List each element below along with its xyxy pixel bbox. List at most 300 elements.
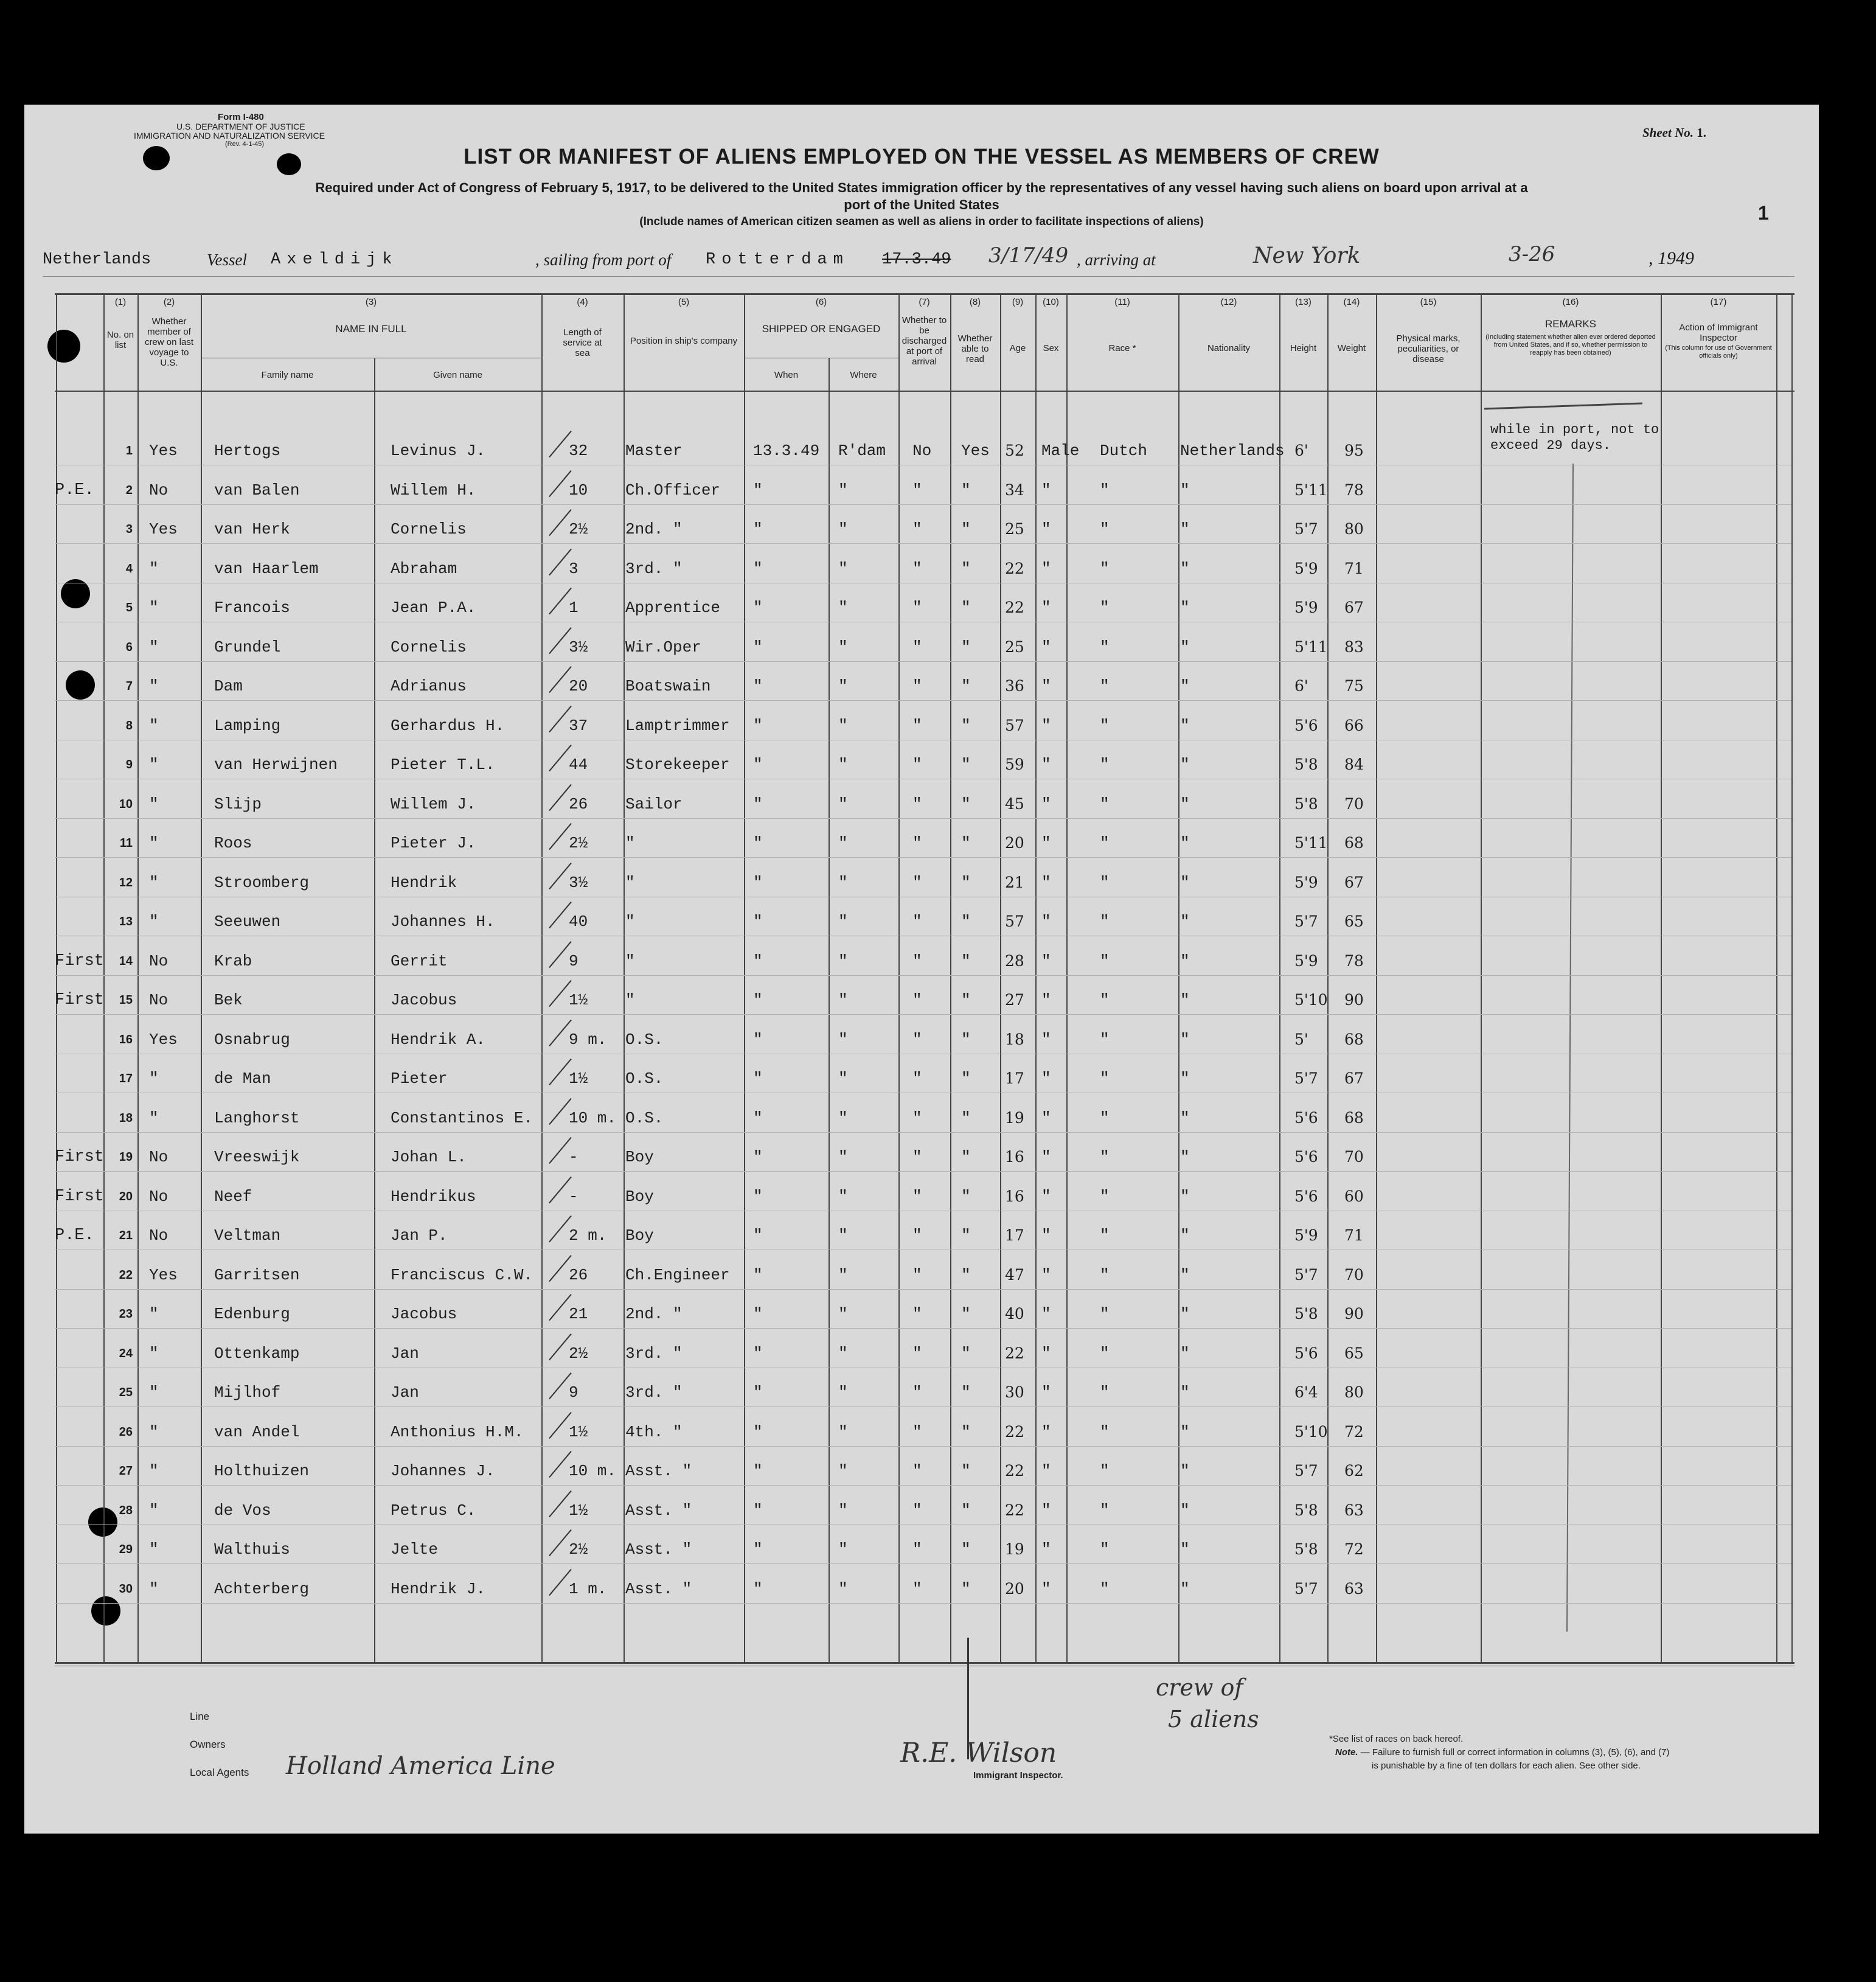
discharged-cell: " — [912, 1226, 922, 1245]
crew-member-cell: " — [149, 1423, 159, 1441]
given-name-cell: Franciscus C.W. — [391, 1266, 533, 1284]
height-cell: 5'8 — [1294, 1501, 1318, 1519]
row-rule — [55, 1485, 1791, 1486]
header-shipped-engaged: SHIPPED OR ENGAGED — [762, 323, 881, 335]
race-cell: " — [1100, 1226, 1110, 1245]
weight-cell: 95 — [1344, 442, 1364, 459]
position-cell: " — [625, 874, 635, 892]
given-name-cell: Gerrit — [391, 952, 448, 970]
able-read-cell: " — [961, 1305, 971, 1323]
weight-cell: 65 — [1344, 913, 1364, 930]
row-number: 15 — [119, 993, 133, 1007]
service-length-cell: 2 m. — [569, 1226, 607, 1245]
weight-cell: 78 — [1344, 481, 1364, 499]
line-label: Line — [190, 1711, 210, 1722]
weight-cell: 80 — [1344, 1383, 1364, 1401]
weight-cell: 72 — [1344, 1540, 1364, 1558]
col-number: (1) — [114, 297, 127, 307]
header-given-name: Given name — [433, 370, 482, 380]
shipped-when-cell: " — [753, 1109, 763, 1127]
weight-cell: 63 — [1344, 1580, 1364, 1598]
race-cell: " — [1100, 1580, 1110, 1598]
race-cell: " — [1100, 1187, 1110, 1206]
crew-member-cell: Yes — [149, 520, 178, 538]
col-rule — [374, 358, 375, 1663]
age-cell: 20 — [1005, 834, 1024, 852]
family-name-cell: van Herk — [214, 520, 290, 538]
crew-member-cell: " — [149, 1580, 159, 1598]
given-name-cell: Hendrik — [391, 874, 457, 892]
remark-line-2: exceed 29 days. — [1490, 438, 1611, 453]
height-cell: 5'7 — [1294, 913, 1318, 930]
position-cell: Storekeeper — [625, 756, 730, 774]
sex-cell: " — [1041, 952, 1051, 970]
discharged-cell: " — [912, 756, 922, 774]
discharged-cell: " — [912, 1580, 922, 1598]
position-cell: 2nd. " — [625, 520, 683, 538]
family-name-cell: Hertogs — [214, 442, 281, 460]
family-name-cell: Seeuwen — [214, 913, 281, 931]
shipped-where-cell: " — [838, 1305, 848, 1323]
height-cell: 5' — [1294, 1031, 1308, 1048]
able-read-cell: " — [961, 952, 971, 970]
family-name-cell: van Andel — [214, 1423, 300, 1441]
crew-member-cell: No — [149, 952, 168, 970]
nationality-cell: " — [1180, 795, 1190, 813]
arriving-label: , arriving at — [1077, 251, 1156, 269]
row-number: 19 — [119, 1150, 133, 1164]
shipped-when-cell: " — [753, 1226, 763, 1245]
position-cell: O.S. — [625, 1069, 664, 1088]
discharged-cell: " — [912, 1540, 922, 1559]
discharged-cell: " — [912, 1031, 922, 1049]
race-cell: " — [1100, 599, 1110, 617]
row-rule — [55, 1446, 1791, 1447]
weight-cell: 62 — [1344, 1462, 1364, 1480]
col-rule — [1661, 293, 1662, 1663]
race-cell: " — [1100, 1148, 1110, 1166]
row-number: 5 — [125, 601, 133, 614]
height-cell: 5'9 — [1294, 874, 1318, 891]
able-read-cell: " — [961, 1344, 971, 1363]
height-cell: 5'6 — [1294, 1187, 1318, 1205]
arrival-port: New York — [1253, 243, 1361, 268]
given-name-cell: Pieter T.L. — [391, 756, 495, 774]
position-cell: " — [625, 913, 635, 931]
sail-date: 3/17/49 — [988, 243, 1069, 268]
height-cell: 5'7 — [1294, 1266, 1318, 1284]
header-race: Race * — [1108, 343, 1136, 353]
nationality-cell: " — [1180, 717, 1190, 735]
form-id: Form I-480 — [218, 112, 264, 122]
left-margin-note: P.E. — [55, 481, 94, 499]
weight-cell: 65 — [1344, 1344, 1364, 1362]
department-line: U.S. DEPARTMENT OF JUSTICE — [176, 122, 305, 131]
row-rule — [55, 543, 1791, 544]
nationality-cell: " — [1180, 677, 1190, 695]
sex-cell: " — [1041, 1383, 1051, 1402]
service-length-cell: - — [569, 1148, 578, 1166]
header-height: Height — [1290, 343, 1317, 353]
height-cell: 6' — [1294, 442, 1308, 459]
position-cell: 3rd. " — [625, 560, 683, 578]
position-cell: Ch.Engineer — [625, 1266, 730, 1284]
sex-cell: " — [1041, 1344, 1051, 1363]
arrival-year: , 1949 — [1648, 248, 1694, 268]
nationality-cell: " — [1180, 1383, 1190, 1402]
col-rule — [829, 358, 830, 1663]
failure-note — [1335, 1747, 1669, 1758]
weight-cell: 70 — [1344, 1266, 1364, 1284]
crew-member-cell: Yes — [149, 442, 178, 460]
row-rule — [55, 1328, 1791, 1329]
weight-cell: 90 — [1344, 991, 1364, 1009]
col-rule — [541, 293, 543, 1663]
able-read-cell: " — [961, 638, 971, 656]
shipped-when-cell: " — [753, 874, 763, 892]
given-name-cell: Johannes H. — [391, 913, 495, 931]
row-number: 11 — [119, 836, 133, 850]
sex-cell: " — [1041, 1540, 1051, 1559]
race-cell: " — [1100, 1423, 1110, 1441]
family-name-cell: Garritsen — [214, 1266, 300, 1284]
service-length-cell: 1½ — [569, 991, 588, 1009]
age-cell: 22 — [1005, 1344, 1024, 1362]
shipped-when-cell: " — [753, 1266, 763, 1284]
header-inspector-action: Action of Immigrant Inspector — [1679, 322, 1758, 343]
col-number: (14) — [1343, 297, 1360, 307]
position-cell: Asst. " — [625, 1580, 692, 1598]
able-read-cell: " — [961, 1540, 971, 1559]
given-name-cell: Hendrik A. — [391, 1031, 486, 1049]
sex-cell: " — [1041, 1226, 1051, 1245]
position-cell: 3rd. " — [625, 1383, 683, 1402]
service-length-cell: 40 — [569, 913, 588, 931]
crew-member-cell: " — [149, 677, 159, 695]
nationality-cell: " — [1180, 1226, 1190, 1245]
given-name-cell: Jelte — [391, 1540, 439, 1559]
row-number: 14 — [119, 954, 133, 968]
height-cell: 5'9 — [1294, 599, 1318, 616]
row-rule — [55, 1603, 1791, 1604]
revision: (Rev. 4-1-45) — [225, 141, 264, 148]
given-name-cell: Cornelis — [391, 520, 467, 538]
nationality-cell: " — [1180, 481, 1190, 499]
shipped-when-cell: " — [753, 913, 763, 931]
age-cell: 16 — [1005, 1187, 1024, 1205]
crew-note-2: 5 aliens — [1168, 1706, 1259, 1733]
family-name-cell: Bek — [214, 991, 243, 1009]
shipped-when-cell: 13.3.49 — [753, 442, 820, 460]
height-cell: 5'10 — [1294, 1423, 1328, 1441]
left-margin-note: First — [55, 952, 105, 970]
height-cell: 5'7 — [1294, 1580, 1318, 1598]
age-cell: 28 — [1005, 952, 1024, 970]
nationality-cell: " — [1180, 1187, 1190, 1206]
sex-cell: Male — [1041, 442, 1080, 460]
position-cell: Boy — [625, 1226, 654, 1245]
race-cell: " — [1100, 638, 1110, 656]
remarks-scribble — [1484, 402, 1642, 409]
header-name-in-full: NAME IN FULL — [335, 323, 407, 335]
race-cell: " — [1100, 952, 1110, 970]
col-number: (13) — [1295, 297, 1311, 307]
discharged-cell: " — [912, 834, 922, 852]
age-cell: 59 — [1005, 756, 1024, 773]
height-cell: 5'9 — [1294, 560, 1318, 577]
inspector-label: Immigrant Inspector. — [973, 1770, 1063, 1781]
sailing-label: , sailing from port of — [535, 251, 672, 269]
col-number: (9) — [1012, 297, 1024, 307]
race-cell: " — [1100, 756, 1110, 774]
nationality-cell: " — [1180, 913, 1190, 931]
col-rule — [1376, 293, 1377, 1663]
weight-cell: 68 — [1344, 1031, 1364, 1048]
age-cell: 22 — [1005, 1423, 1024, 1441]
row-number: 20 — [119, 1190, 133, 1203]
weight-cell: 75 — [1344, 677, 1364, 695]
given-name-cell: Jan — [391, 1383, 419, 1402]
remark-line-1: while in port, not to — [1490, 422, 1659, 437]
shipped-when-cell: " — [753, 677, 763, 695]
col-number: (7) — [919, 297, 930, 307]
family-name-cell: Holthuizen — [214, 1462, 310, 1480]
sex-cell: " — [1041, 1462, 1051, 1480]
height-cell: 5'7 — [1294, 520, 1318, 538]
vessel-label: Vessel — [207, 251, 247, 269]
service-length-cell: 1 — [569, 599, 578, 617]
header-physical-marks: Physical marks, peculiarities, or disease — [1396, 333, 1461, 364]
sex-cell: " — [1041, 638, 1051, 656]
age-cell: 18 — [1005, 1031, 1024, 1048]
nationality-cell: " — [1180, 952, 1190, 970]
nationality-cell: " — [1180, 1423, 1190, 1441]
shipped-where-cell: " — [838, 520, 848, 538]
corner-mark: 1 — [1758, 202, 1769, 224]
able-read-cell: " — [961, 1148, 971, 1166]
age-cell: 17 — [1005, 1226, 1024, 1244]
service-length-cell: 10 — [569, 481, 588, 499]
height-cell: 5'9 — [1294, 952, 1318, 970]
race-cell: " — [1100, 1344, 1110, 1363]
position-cell: 4th. " — [625, 1423, 683, 1441]
given-name-cell: Willem J. — [391, 795, 476, 813]
sheet-value: 1. — [1697, 125, 1706, 140]
position-cell: Apprentice — [625, 599, 721, 617]
shipped-where-cell: " — [838, 1423, 848, 1441]
weight-cell: 72 — [1344, 1423, 1364, 1441]
able-read-cell: " — [961, 1423, 971, 1441]
able-read-cell: " — [961, 1187, 971, 1206]
age-cell: 25 — [1005, 520, 1024, 538]
service-length-cell: 1½ — [569, 1423, 588, 1441]
family-name-cell: de Man — [214, 1069, 271, 1088]
col-number: (4) — [577, 297, 588, 307]
family-name-cell: Dam — [214, 677, 243, 695]
height-cell: 5'10 — [1294, 991, 1328, 1009]
note-label: Note. — [1335, 1747, 1358, 1758]
height-cell: 5'7 — [1294, 1462, 1318, 1480]
col-number: (10) — [1043, 297, 1059, 307]
race-cell: " — [1100, 1266, 1110, 1284]
race-cell: " — [1100, 1540, 1110, 1559]
discharged-cell: " — [912, 795, 922, 813]
nationality-cell: " — [1180, 599, 1190, 617]
row-number: 30 — [119, 1582, 133, 1596]
sex-cell: " — [1041, 1109, 1051, 1127]
service-length-cell: 1½ — [569, 1069, 588, 1088]
col-number: (3) — [365, 297, 377, 307]
age-cell: 34 — [1005, 481, 1024, 499]
able-read-cell: " — [961, 520, 971, 538]
left-margin-note: First — [55, 1148, 105, 1166]
crew-member-cell: Yes — [149, 1266, 178, 1284]
col-rule — [1279, 293, 1280, 1663]
weight-cell: 67 — [1344, 1069, 1364, 1087]
able-read-cell: " — [961, 599, 971, 617]
weight-cell: 68 — [1344, 1109, 1364, 1127]
col-rule — [1791, 293, 1793, 1663]
sex-cell: " — [1041, 599, 1051, 617]
position-cell: Asst. " — [625, 1462, 692, 1480]
header-position: Position in ship's company — [630, 336, 738, 346]
family-name-cell: de Vos — [214, 1501, 271, 1520]
discharged-cell: " — [912, 1344, 922, 1363]
nationality-cell: " — [1180, 1031, 1190, 1049]
col-number: (5) — [678, 297, 690, 307]
discharged-cell: " — [912, 481, 922, 499]
row-rule — [55, 661, 1791, 662]
col-number: (6) — [815, 297, 827, 307]
given-name-cell: Johannes J. — [391, 1462, 495, 1480]
row-number: 1 — [125, 444, 133, 457]
able-read-cell: " — [961, 795, 971, 813]
crew-member-cell: " — [149, 1069, 159, 1088]
given-name-cell: Adrianus — [391, 677, 467, 695]
owners-label: Owners — [190, 1739, 226, 1750]
shipped-when-cell: " — [753, 1540, 763, 1559]
shipped-where-cell: " — [838, 1383, 848, 1402]
table-top-border — [55, 293, 1794, 295]
weight-cell: 90 — [1344, 1305, 1364, 1323]
height-cell: 5'11 — [1294, 834, 1328, 852]
able-read-cell: " — [961, 717, 971, 735]
race-cell: " — [1100, 1501, 1110, 1520]
height-cell: 5'11 — [1294, 638, 1328, 656]
position-cell: 2nd. " — [625, 1305, 683, 1323]
shipped-when-cell: " — [753, 1501, 763, 1520]
shipped-where-cell: " — [838, 638, 848, 656]
position-cell: Boy — [625, 1148, 654, 1166]
given-name-cell: Pieter — [391, 1069, 448, 1088]
position-cell: Sailor — [625, 795, 683, 813]
crew-member-cell: " — [149, 638, 159, 656]
family-name-cell: Francois — [214, 599, 290, 617]
service-length-cell: 1½ — [569, 1501, 588, 1520]
nationality-cell: " — [1180, 638, 1190, 656]
sex-cell: " — [1041, 1305, 1051, 1323]
height-cell: 5'8 — [1294, 1305, 1318, 1323]
sex-cell: " — [1041, 677, 1051, 695]
given-name-cell: Gerhardus H. — [391, 717, 505, 735]
header-able-read: Whether able to read — [957, 333, 993, 364]
given-name-cell: Hendrik J. — [391, 1580, 486, 1598]
shipped-where-cell: " — [838, 1109, 848, 1127]
service-length-cell: 32 — [569, 442, 588, 460]
service-length-cell: 9 m. — [569, 1031, 607, 1049]
nationality-cell: " — [1180, 520, 1190, 538]
row-number: 16 — [119, 1033, 133, 1046]
col-rule — [201, 293, 202, 1663]
family-name-cell: Roos — [214, 834, 252, 852]
shipped-where-cell: " — [838, 1069, 848, 1088]
sex-cell: " — [1041, 1148, 1051, 1166]
given-name-cell: Hendrikus — [391, 1187, 476, 1206]
height-cell: 5'6 — [1294, 1148, 1318, 1166]
col-rule — [898, 293, 900, 1663]
crew-member-cell: Yes — [149, 1031, 178, 1049]
position-cell: Master — [625, 442, 683, 460]
shipped-where-cell: " — [838, 1540, 848, 1559]
row-rule — [55, 975, 1791, 976]
discharged-cell: " — [912, 1109, 922, 1127]
agents-value: Holland America Line — [286, 1752, 555, 1780]
sex-cell: " — [1041, 913, 1051, 931]
able-read-cell: " — [961, 1462, 971, 1480]
nationality-cell: " — [1180, 756, 1190, 774]
service-length-cell: 20 — [569, 677, 588, 695]
shipped-where-cell: " — [838, 874, 848, 892]
crew-member-cell: " — [149, 913, 159, 931]
weight-cell: 63 — [1344, 1501, 1364, 1519]
given-name-cell: Petrus C. — [391, 1501, 476, 1520]
agents-label: Local Agents — [190, 1767, 249, 1778]
race-cell: " — [1100, 913, 1110, 931]
age-cell: 19 — [1005, 1540, 1024, 1558]
sheet-number — [1642, 125, 1706, 141]
age-cell: 22 — [1005, 1462, 1024, 1480]
crew-member-cell: " — [149, 1540, 159, 1559]
able-read-cell: " — [961, 1266, 971, 1284]
shipped-when-cell: " — [753, 1580, 763, 1598]
sex-cell: " — [1041, 795, 1051, 813]
col-rule — [1035, 293, 1037, 1663]
shipped-when-cell: " — [753, 1305, 763, 1323]
punch-hole — [91, 1596, 120, 1626]
service-length-cell: 9 — [569, 1383, 578, 1402]
subtitle-port: port of the United States — [844, 197, 999, 212]
row-number: 12 — [119, 876, 133, 889]
col-rule — [1066, 293, 1068, 1663]
service-length-cell: 37 — [569, 717, 588, 735]
shipped-where-cell: " — [838, 795, 848, 813]
sex-cell: " — [1041, 717, 1051, 735]
sex-cell: " — [1041, 1069, 1051, 1088]
arrival-date: 3-26 — [1509, 242, 1555, 266]
col-number: (15) — [1420, 297, 1437, 307]
discharged-cell: " — [912, 638, 922, 656]
sex-cell: " — [1041, 1423, 1051, 1441]
discharged-cell: " — [912, 913, 922, 931]
header-remarks: REMARKS — [1544, 318, 1597, 330]
race-cell: Dutch — [1100, 442, 1148, 460]
row-number: 21 — [119, 1229, 133, 1242]
col-rule — [1776, 293, 1777, 1663]
family-name-cell: Neef — [214, 1187, 252, 1206]
discharged-cell: " — [912, 599, 922, 617]
shipped-where-cell: " — [838, 560, 848, 578]
age-cell: 22 — [1005, 1501, 1024, 1519]
